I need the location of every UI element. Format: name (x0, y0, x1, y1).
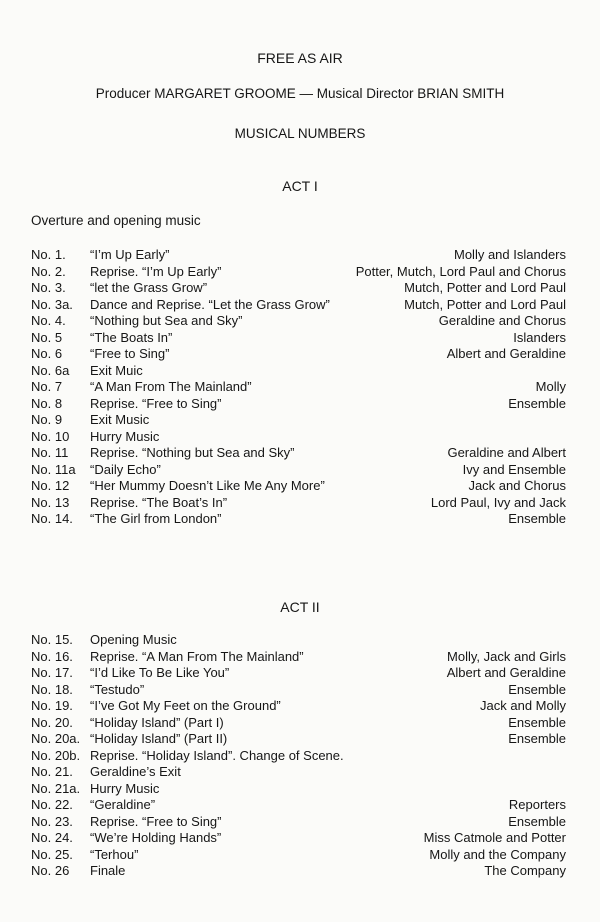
performers: Ensemble (508, 511, 566, 526)
song-title: “I’d Like To Be Like You” (90, 665, 230, 680)
number-label: No. 20. (31, 714, 73, 730)
song-title: Reprise. “A Man From The Mainland” (90, 648, 304, 664)
song-title: Reprise. “Free to Sing” (90, 395, 222, 411)
list-item (31, 748, 566, 765)
performers: Ivy and Ensemble (462, 461, 566, 477)
number-label: No. 9 (31, 412, 63, 427)
number-label: No. 4. (31, 313, 66, 328)
number-label: No. 24. (31, 830, 73, 845)
list-item (31, 478, 566, 495)
performers: Ensemble (508, 395, 566, 411)
performers: Molly and the Company (429, 846, 566, 862)
list-item (31, 847, 566, 864)
song-title: “The Boats In” (90, 329, 173, 345)
performers: Geraldine and Chorus (438, 313, 566, 328)
song-title: Exit Muic (90, 362, 143, 378)
number-label: No. 5 (31, 329, 63, 345)
song-title: “Daily Echo” (90, 461, 161, 477)
number-label: No. 15. (31, 632, 73, 647)
performers: Reporters (508, 797, 566, 812)
song-title: “Geraldine” (90, 797, 156, 812)
list-item (31, 412, 566, 429)
song-title: Hurry Music (90, 428, 160, 444)
credits-line: Producer MARGARET GROOME — Musical Director BRIAN SMITH (95, 86, 505, 101)
number-label: No. 18. (31, 681, 73, 697)
list-item (31, 830, 566, 847)
number-label: No. 20a. (31, 731, 81, 746)
performers: Potter, Mutch, Lord Paul and Chorus (355, 263, 566, 279)
song-title: Exit Music (90, 412, 150, 427)
list-item (31, 247, 566, 264)
list-item (31, 280, 566, 297)
number-label: No. 20b. (31, 747, 81, 763)
performers: Jack and Molly (480, 698, 566, 713)
song-title: Reprise. “Holiday Island”. Change of Scene. (90, 747, 344, 763)
list-item (31, 445, 566, 462)
song-title: “Her Mummy Doesn’t Like Me Any More” (90, 478, 325, 493)
performers: Molly and Islanders (454, 247, 566, 262)
performers: Molly, Jack and Girls (447, 648, 566, 664)
number-label: No. 6 (31, 346, 63, 361)
list-item (31, 511, 566, 528)
list-item (31, 264, 566, 281)
list-item (31, 495, 566, 512)
list-item (31, 814, 566, 831)
list-item (31, 346, 566, 363)
list-item (31, 363, 566, 380)
number-label: No. 21. (31, 764, 73, 779)
number-label: No. 3. (31, 280, 66, 295)
song-title: “Terhou” (90, 846, 139, 862)
list-item (31, 297, 566, 314)
list-item (31, 330, 566, 347)
song-title: Dance and Reprise. “Let the Grass Grow” (90, 296, 330, 312)
list-item (31, 731, 566, 748)
number-label: No. 2. (31, 263, 66, 279)
list-item (31, 632, 566, 649)
number-label: No. 21a. (31, 780, 81, 796)
performers: Ensemble (508, 731, 566, 746)
song-title: Reprise. “The Boat’s In” (90, 494, 228, 510)
list-item (31, 863, 566, 880)
act-1-list (31, 247, 566, 528)
number-label: No. 1. (31, 247, 66, 262)
song-title: “I’ve Got My Feet on the Ground” (90, 698, 281, 713)
number-label: No. 10 (31, 428, 70, 444)
song-title: Reprise. “Nothing but Sea and Sky” (90, 445, 295, 460)
act-2-heading: ACT II (280, 599, 320, 615)
song-title: “A Man From The Mainland” (90, 379, 252, 394)
performers: Ensemble (508, 714, 566, 730)
song-title: Opening Music (90, 632, 177, 647)
list-item (31, 429, 566, 446)
number-label: No. 3a. (31, 296, 73, 312)
number-label: No. 17. (31, 665, 73, 680)
song-title: Geraldine’s Exit (90, 764, 181, 779)
performers: Miss Catmole and Potter (423, 830, 566, 845)
number-label: No. 26 (31, 863, 70, 878)
act-1-heading: ACT I (282, 178, 318, 194)
list-item (31, 313, 566, 330)
number-label: No. 13 (31, 494, 70, 510)
show-title: FREE AS AIR (257, 50, 343, 66)
song-title: “Free to Sing” (90, 346, 170, 361)
list-item (31, 379, 566, 396)
list-item (31, 649, 566, 666)
song-title: “Holiday Island” (Part I) (90, 714, 224, 730)
performers: Molly (535, 379, 566, 394)
performers: Lord Paul, Ivy and Jack (430, 494, 566, 510)
number-label: No. 25. (31, 846, 73, 862)
performers: Mutch, Potter and Lord Paul (404, 280, 566, 295)
number-label: No. 19. (31, 698, 73, 713)
number-label: No. 8 (31, 395, 63, 411)
list-item (31, 665, 566, 682)
list-item (31, 682, 566, 699)
performers: Albert and Geraldine (446, 665, 566, 680)
number-label: No. 11a (31, 461, 76, 477)
song-title: “Holiday Island” (Part II) (90, 731, 228, 746)
song-title: “Nothing but Sea and Sky” (90, 313, 243, 328)
act-1-intro: Overture and opening music (31, 213, 201, 228)
number-label: No. 6a (31, 362, 70, 378)
performers: Mutch, Potter and Lord Paul (404, 296, 566, 312)
song-title: “I’m Up Early” (90, 247, 170, 262)
song-title: “let the Grass Grow” (90, 280, 208, 295)
performers: Jack and Chorus (468, 478, 566, 493)
song-title: “Testudo” (90, 681, 145, 697)
performers: Islanders (513, 329, 566, 345)
number-label: No. 16. (31, 648, 73, 664)
list-item (31, 797, 566, 814)
song-title: “The Girl from London” (90, 511, 222, 526)
song-title: “We’re Holding Hands” (90, 830, 222, 845)
list-item (31, 396, 566, 413)
list-item (31, 781, 566, 798)
song-title: Reprise. “I’m Up Early” (90, 263, 222, 279)
number-label: No. 23. (31, 813, 73, 829)
act-2-list (31, 632, 566, 880)
list-item (31, 698, 566, 715)
list-item (31, 764, 566, 781)
number-label: No. 12 (31, 478, 70, 493)
song-title: Hurry Music (90, 780, 160, 796)
performers: Ensemble (508, 813, 566, 829)
number-label: No. 14. (31, 511, 73, 526)
performers: The Company (484, 863, 566, 878)
list-item (31, 715, 566, 732)
number-label: No. 7 (31, 379, 63, 394)
number-label: No. 11 (31, 445, 69, 460)
song-title: Finale (90, 863, 126, 878)
performers: Ensemble (508, 681, 566, 697)
song-title: Reprise. “Free to Sing” (90, 813, 222, 829)
performers: Geraldine and Albert (447, 445, 566, 460)
performers: Albert and Geraldine (446, 346, 566, 361)
list-item (31, 462, 566, 479)
number-label: No. 22. (31, 797, 73, 812)
section-title: MUSICAL NUMBERS (234, 126, 366, 141)
